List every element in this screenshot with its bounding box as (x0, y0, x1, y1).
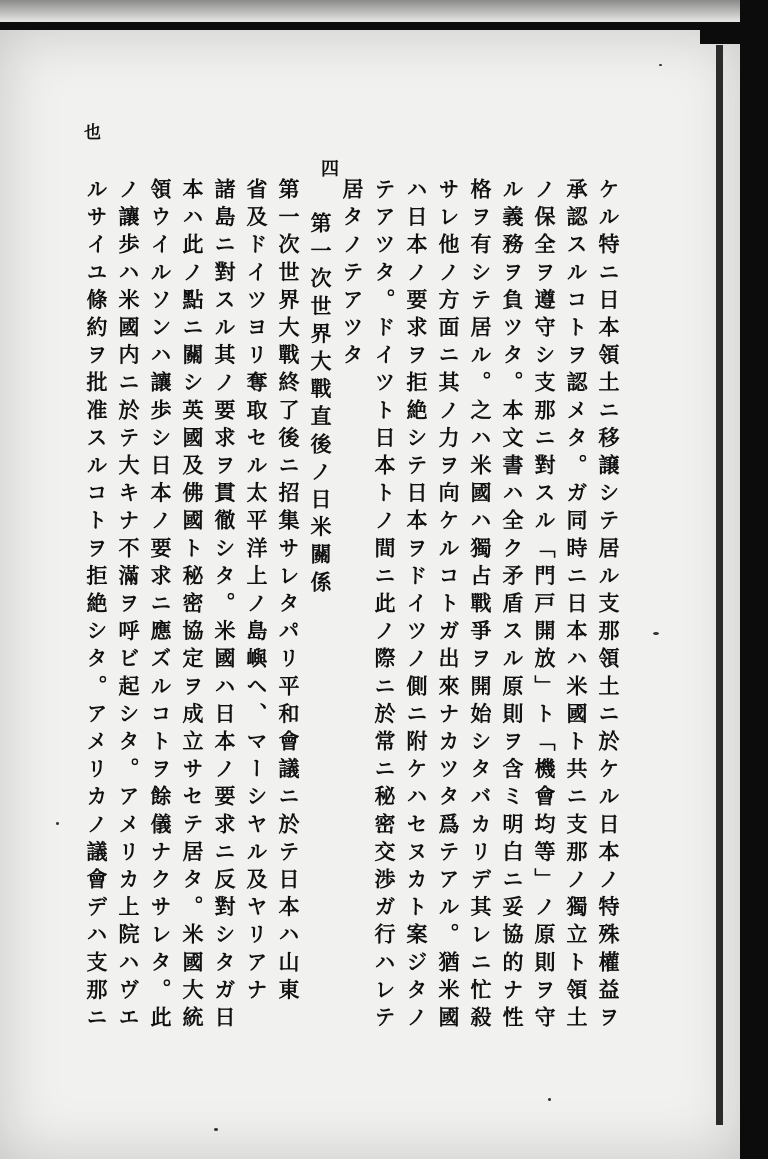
text-column-9: 居タノテアツタ (340, 178, 364, 372)
text-column-11: 第一次世界大戰終了後ニ招集サレタパリ平和會議ニ於テ日本ハ山東 (276, 178, 300, 1006)
paper-speck (653, 632, 659, 635)
text-column-7: ハ日本ノ要求ヲ拒絶シテ日本ヲドイツノ側ニ附ケハセヌカト案ジタノ (404, 178, 428, 1034)
text-column-3: ノ保全ヲ遵守シ支那ニ對スル「門戸開放」ト「機會均等」ノ原則ヲ守 (532, 178, 556, 1034)
text-column-15: 領ウイルソンハ讓歩シ日本ノ要求ニ應ズルコトヲ餘儀ナクサレタ。此 (148, 178, 172, 1034)
text-column-4: ル義務ヲ負ツタ。本文書ハ全ク矛盾スル原則ヲ含ミ明白ニ妥協的ナ性 (500, 178, 524, 1034)
binding-corner (700, 30, 740, 44)
text-column-1: ケル特ニ日本領土ニ移譲シテ居ル支那領土ニ於ケル日本ノ特殊權益ヲ (596, 178, 620, 1034)
paper-speck (548, 1098, 551, 1101)
text-column-16: ノ讓歩ハ米國内ニ於テ大キナ不滿ヲ呼ビ起シタ。アメリカ上院ハヴエ (116, 178, 140, 1034)
section-heading: 第一次世界大戰直後ノ日米關係 (308, 212, 332, 599)
paper-speck (214, 1128, 218, 1131)
text-column-14: 本ハ此ノ點ニ關シ英國及佛國ト秘密協定ヲ成立サセテ居タ。米國大統 (180, 178, 204, 1034)
text-column-6: サレ他ノ方面ニ其ノ力ヲ向ケルコトガ出來ナカツタ爲テアル。猶米國 (436, 178, 460, 1034)
text-column-13: 諸島ニ對スル其ノ要求ヲ貫徹シタ。米國ハ日本ノ要求ニ反對シタガ日 (212, 178, 236, 1034)
page-number: 四 (321, 159, 339, 180)
text-column-5: 格ヲ有シテ居ル。之ハ米國ハ獨占戰爭ヲ開始シタバカリデ其レニ忙殺 (468, 178, 492, 1034)
page-edge-shadow (0, 0, 740, 22)
text-column-12: 省及ドイツヨリ奪取セル太平洋上ノ島嶼ヘ、マーシヤル及ヤリアナ (244, 178, 268, 1006)
gutter-rule (716, 45, 723, 1125)
paper-speck (659, 64, 662, 66)
text-column-8: テアツタ。ドイツト日本トノ間ニ此ノ際ニ於常ニ秘密交渉ガ行ハレテ (372, 178, 396, 1034)
paper-speck (56, 822, 59, 825)
folio-mark: 也 (84, 123, 101, 143)
text-column-17: ルサイユ條約ヲ批准スルコトヲ拒絶シタ。アメリカノ議會デハ支那ニ (84, 178, 108, 1034)
text-column-2: 承認スルコトヲ認メタ。ガ同時ニ日本ハ米國ト共ニ支那ノ獨立ト領土 (564, 178, 588, 1034)
